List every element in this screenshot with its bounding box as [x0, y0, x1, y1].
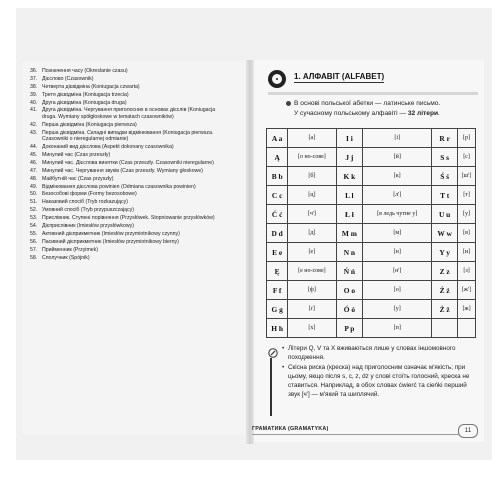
alphabet-table	[266, 128, 476, 338]
alphabet-row	[267, 300, 476, 319]
letter-cell: D d	[267, 224, 288, 243]
contents-item-text: Четверта дієвідміна (Koniugacja czwarta)	[42, 83, 140, 90]
contents-item	[30, 68, 226, 75]
sound-cell: [х]	[288, 319, 336, 338]
sound-cell: [о]	[363, 281, 432, 300]
letter-cell: Ó ó	[336, 300, 363, 319]
section-title	[294, 72, 384, 83]
intro-line-2-prefix: У сучасному польському алфавіті —	[294, 110, 408, 117]
letter-cell: A a	[267, 129, 288, 148]
contents-item	[30, 107, 226, 120]
contents-item-text: Прислівник. Ступені порівняння (Przysłówek. Stopniowanie przysłówków)	[42, 215, 215, 222]
pencil-icon	[268, 348, 278, 358]
contents-item-text: Сполучник (Spójnik)	[42, 254, 90, 261]
contents-item-text: Минулий час. Чергування звуків (Czas przeszły. Wymiany głoskowe)	[42, 167, 203, 174]
letter-cell: H h	[267, 319, 288, 338]
contents-item-text: Доконаний вид дієслова (Aspekt dokonany czasownika)	[42, 144, 174, 151]
letter-cell: R r	[432, 129, 458, 148]
sound-cell: [у]	[363, 300, 432, 319]
sound-cell: [і]	[363, 129, 432, 148]
letter-cell: L l	[336, 186, 363, 205]
letter-cell: Ń ń	[336, 262, 363, 281]
contents-item	[30, 92, 226, 99]
letter-cell: Ą	[267, 148, 288, 167]
intro-text	[294, 99, 480, 119]
contents-item-text: Майбутній час (Czas przyszły)	[42, 175, 114, 182]
sound-cell: [ч']	[288, 205, 336, 224]
letter-cell: Ł ł	[336, 205, 363, 224]
contents-item-text: Дієслово (Czasownik)	[42, 75, 94, 82]
letter-cell: Ę	[267, 262, 288, 281]
contents-item-number: 42.	[30, 121, 38, 128]
contents-item	[30, 144, 226, 151]
sound-cell: [т]	[458, 186, 476, 205]
sound-cell: [н']	[363, 262, 432, 281]
letter-cell: O o	[336, 281, 363, 300]
letter-cell: I i	[336, 129, 363, 148]
letter-cell: G g	[267, 300, 288, 319]
contents-item-text: Пасивний дієприкметник (Imiesłów przymiotnikowy bierny)	[42, 238, 179, 245]
contents-item-number: 49.	[30, 183, 38, 190]
letter-cell: Z z	[432, 262, 458, 281]
contents-item	[30, 239, 226, 246]
letter-cell: K k	[336, 167, 363, 186]
contents-item	[30, 207, 226, 214]
section-number: 1.	[294, 72, 301, 81]
contents-item	[30, 84, 226, 91]
contents-item-number: 53.	[30, 215, 38, 222]
sound-cell: [л']	[363, 186, 432, 205]
letter-cell: B b	[267, 167, 288, 186]
contents-item-text: Прийменник (Przyimek)	[42, 246, 98, 253]
contents-item-number: 54.	[30, 223, 38, 230]
sound-cell: [б]	[288, 167, 336, 186]
letter-cell: W w	[432, 224, 458, 243]
sound-cell: [з]	[458, 262, 476, 281]
contents-item-number: 39.	[30, 91, 38, 98]
title-underline-bar	[268, 92, 478, 95]
contents-item-number: 47.	[30, 167, 38, 174]
sound-cell: [о но-сове]	[288, 148, 336, 167]
contents-item-text: Друга дієвідміна. Чергування приголосних в основах дієслів (Koniugacja druga. Wymiany spółgłoskowe w tematach czasowników)	[42, 107, 216, 120]
contents-item-number: 44.	[30, 144, 38, 151]
letter-cell: T t	[432, 186, 458, 205]
sound-cell: [р]	[458, 129, 476, 148]
alphabet-row	[267, 262, 476, 281]
sound-cell: [е]	[288, 243, 336, 262]
letter-cell: S s	[432, 148, 458, 167]
contents-item	[30, 76, 226, 83]
contents-item	[30, 152, 226, 159]
alphabet-row	[267, 129, 476, 148]
sound-cell: [ц]	[288, 186, 336, 205]
note-item: • Літери Q, V та X вживаються лише у словах іншомовного походження.	[282, 344, 478, 363]
contents-item-text: Минулий час. Дієслова винятки (Czas przeszły. Czasowniki nieregularne)	[42, 159, 214, 166]
contents-item	[30, 130, 226, 143]
sound-cell: [м]	[363, 224, 432, 243]
sound-cell: [с]	[458, 148, 476, 167]
contents-item-number: 56.	[30, 238, 38, 245]
intro-count: 32 літери	[407, 110, 439, 117]
sound-cell: [в]	[458, 224, 476, 243]
alphabet-row	[267, 148, 476, 167]
letter-cell: Ć ć	[267, 205, 288, 224]
sound-cell: [у]	[458, 205, 476, 224]
contents-item-text: Наказовий спосіб (Tryb rozkazujący)	[42, 199, 128, 206]
contents-list	[30, 68, 226, 262]
sound-cell: [й]	[363, 148, 432, 167]
letter-cell: E e	[267, 243, 288, 262]
sound-cell	[458, 319, 476, 338]
contents-item-text: Умовний спосіб (Tryb przypuszczający)	[42, 207, 134, 214]
contents-item	[30, 122, 226, 129]
intro-line-2-suffix: .	[438, 110, 440, 117]
contents-item-number: 46.	[30, 159, 38, 166]
page-number: 11	[458, 424, 478, 438]
contents-item-number: 40.	[30, 99, 38, 106]
contents-item-number: 36.	[30, 68, 38, 74]
alphabet-row	[267, 186, 476, 205]
contents-item-number: 50.	[30, 191, 38, 198]
contents-item-text: Відмінювання дієслова powinien (Odmiana czasownika powinien)	[42, 183, 196, 190]
letter-cell: F f	[267, 281, 288, 300]
alphabet-row	[267, 224, 476, 243]
sound-cell: [в ледь чутне у]	[363, 205, 432, 224]
contents-item-text: Минулий час (Czas przeszły)	[42, 152, 111, 159]
bullet-icon	[286, 101, 291, 106]
letter-cell	[432, 319, 458, 338]
contents-item-number: 48.	[30, 175, 38, 182]
contents-item-text: Позначення часу (Okreslanie czasu)	[42, 68, 128, 74]
sound-cell: [д]	[288, 224, 336, 243]
contents-item-text: Безособові форми (Formy bezosobowe)	[42, 191, 137, 198]
contents-item-number: 55.	[30, 230, 38, 237]
letter-cell: C c	[267, 186, 288, 205]
contents-item-number: 43.	[30, 129, 38, 136]
letter-cell: U u	[432, 205, 458, 224]
intro-line-1: В основі польської абетки — латинське письмо.	[294, 100, 441, 107]
note-item: • Скісна риска (креска) над приголосним означає м'якість; при цьому, якщо після s, c, z, dz у слові стоїть голосний, креска не ставиться. Наприклад, в обох словах ćwierć та cieńki перший звук [ч'] — м'який та шиплячий.	[282, 363, 478, 400]
letter-cell: P p	[336, 319, 363, 338]
letter-cell: J j	[336, 148, 363, 167]
letter-cell: Ś ś	[432, 167, 458, 186]
contents-item	[30, 255, 226, 262]
alphabet-row	[267, 243, 476, 262]
letter-cell: Ź ź	[432, 281, 458, 300]
contents-item-number: 45.	[30, 152, 38, 159]
footer-rule	[252, 434, 472, 435]
footer-section-label: ГРАМАТИКА (GRAMATYKA)	[252, 426, 329, 432]
sound-cell: [ж']	[458, 281, 476, 300]
contents-item-number: 37.	[30, 75, 38, 82]
contents-item-number: 41.	[30, 107, 38, 114]
contents-item-text: Перша дієвідміна. Складні випадки відмінювання (Koniugacja pierwsza. Czasowniki o nieregularnej odmianie)	[42, 129, 214, 143]
contents-item-text: Третя дієвідміна (Koniugacja trzecia)	[42, 91, 129, 98]
sound-cell: [н]	[363, 243, 432, 262]
contents-item	[30, 160, 226, 167]
sound-cell: [п]	[363, 319, 432, 338]
intro-line-2	[294, 109, 480, 119]
contents-item	[30, 223, 226, 230]
alphabet-row	[267, 281, 476, 300]
sound-cell: [а]	[288, 129, 336, 148]
section-target-icon	[268, 70, 286, 88]
contents-item-text: Дієприслівник (Imiesłów przysłówkowy)	[42, 223, 134, 230]
contents-item	[30, 247, 226, 254]
sound-cell: [ф]	[288, 281, 336, 300]
contents-item-number: 51.	[30, 199, 38, 206]
notes-list	[282, 344, 478, 400]
contents-item-number: 57.	[30, 246, 38, 253]
sound-cell: [ш']	[458, 167, 476, 186]
contents-item-text: Перша дієвідміна (Koniugacja pierwsza)	[42, 121, 137, 128]
contents-item-text: Активний дієприкметник (Imiesłów przymiotnikowy czynny)	[42, 230, 180, 237]
alphabet-row	[267, 167, 476, 186]
contents-item	[30, 184, 226, 191]
sound-cell: [к]	[363, 167, 432, 186]
contents-item	[30, 199, 226, 206]
contents-item	[30, 100, 226, 107]
contents-item	[30, 231, 226, 238]
contents-item	[30, 168, 226, 175]
letter-cell: M m	[336, 224, 363, 243]
note-margin-line	[270, 358, 272, 416]
contents-item-number: 52.	[30, 207, 38, 214]
sound-cell: [е но-сове]	[288, 262, 336, 281]
letter-cell: Ż ż	[432, 300, 458, 319]
letter-cell: Y y	[432, 243, 458, 262]
contents-item	[30, 176, 226, 183]
section-title-text: АЛФАВІТ (ALFABET)	[302, 72, 385, 81]
alphabet-row	[267, 205, 476, 224]
contents-item	[30, 215, 226, 222]
contents-item-text: Друга дієвідміна (Koniugacja druga)	[42, 99, 127, 106]
contents-item-number: 58.	[30, 254, 38, 261]
alphabet-row	[267, 319, 476, 338]
sound-cell: [и]	[458, 243, 476, 262]
contents-item	[30, 191, 226, 198]
sound-cell: [ґ]	[288, 300, 336, 319]
sound-cell: [ж]	[458, 300, 476, 319]
contents-item-number: 38.	[30, 83, 38, 90]
letter-cell: N n	[336, 243, 363, 262]
book-gutter	[246, 60, 254, 444]
